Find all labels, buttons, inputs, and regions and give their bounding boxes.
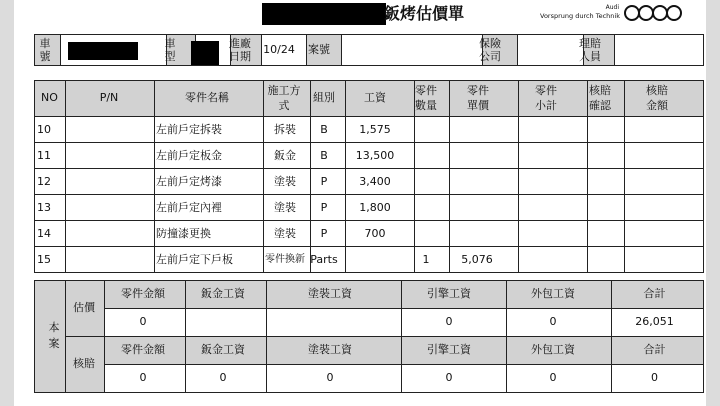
row-qty [409, 117, 443, 143]
estimate-header-paint-labor: 塗裝工資 [308, 286, 352, 300]
row-qty [409, 169, 443, 195]
row-group: B [320, 148, 328, 162]
col-qty: 零件數量 [415, 84, 437, 112]
estimate-value-sheet-metal-labor [183, 308, 263, 336]
row-method: 拆裝 [274, 122, 296, 136]
approved-label: 核賠 [73, 356, 95, 370]
row-unit-price [443, 117, 511, 143]
row-labor: 1,800 [359, 200, 391, 214]
col-pn: P/N [99, 90, 119, 104]
approved-value-outsourced-labor: 0 [549, 370, 557, 384]
col-approve-amount: 核賠金額 [646, 84, 668, 112]
row-labor: 700 [364, 226, 386, 240]
row-group: P [320, 200, 328, 214]
row-qty: 1 [422, 252, 430, 266]
estimate-header-total: 合計 [643, 286, 666, 300]
approved-value-sheet-metal-labor: 0 [219, 370, 227, 384]
row-labor [341, 247, 409, 273]
col-subtotal: 零件小計 [535, 84, 557, 112]
row-qty [409, 221, 443, 247]
row-group: P [320, 226, 328, 240]
estimate-value-engine-labor: 0 [445, 314, 453, 328]
brand-name: Audi [605, 3, 619, 11]
row-name: 左前戶定烤漆 [156, 174, 222, 188]
col-group: 組別 [313, 90, 335, 104]
date-label: 進廠日期 [229, 37, 251, 63]
case-label: 案號 [308, 42, 330, 56]
estimate-header-sheet-metal-labor: 鈑金工資 [201, 286, 245, 300]
estimate-value-total: 26,051 [635, 314, 674, 328]
col-labor: 工資 [364, 90, 386, 104]
row-no: 14 [37, 226, 51, 240]
row-name: 防撞漆更換 [156, 226, 211, 240]
col-no: NO [41, 90, 58, 104]
row-method: 塗裝 [274, 226, 296, 240]
row-method: 塗裝 [274, 200, 296, 214]
approved-header-total: 合計 [643, 342, 666, 356]
row-group: B [320, 122, 328, 136]
row-no: 10 [37, 122, 51, 136]
row-name: 左前戶定內裡 [156, 200, 222, 214]
row-method: 鈑金 [274, 148, 296, 162]
plate-label: 車號 [39, 37, 51, 63]
summary-side-label: 本案 [48, 321, 60, 350]
row-method: 零件換新 [265, 254, 305, 266]
row-no: 13 [37, 200, 51, 214]
row-no: 12 [37, 174, 51, 188]
approved-value-paint-labor: 0 [326, 370, 334, 384]
row-qty [409, 143, 443, 169]
estimate-sheet [14, 0, 706, 406]
date-value: 10/24 [263, 42, 295, 56]
estimate-value-paint-labor [263, 308, 397, 336]
col-approve-confirm: 核賠確認 [589, 84, 611, 112]
redacted-plate [68, 42, 138, 60]
col-unit-price: 零件單價 [467, 84, 489, 112]
approved-header-paint-labor: 塗裝工資 [308, 342, 352, 356]
row-unit-price: 5,076 [461, 252, 493, 266]
row-name: 左前戶定板金 [156, 148, 222, 162]
row-name: 左前戶定下戶板 [156, 252, 233, 266]
row-qty [409, 195, 443, 221]
model-label: 車型 [164, 37, 176, 63]
redacted-model [191, 41, 219, 65]
row-labor: 13,500 [355, 148, 395, 162]
row-labor: 3,400 [359, 174, 391, 188]
audi-rings-logo [622, 4, 684, 22]
row-group: P [320, 174, 328, 188]
estimate-header-outsourced-labor: 外包工資 [531, 286, 575, 300]
row-unit-price [443, 195, 511, 221]
approved-value-total: 0 [651, 370, 658, 384]
row-labor: 1,575 [359, 122, 391, 136]
estimate-value-outsourced-labor: 0 [549, 314, 557, 328]
estimate-header-engine-labor: 引擎工資 [427, 286, 471, 300]
row-no: 11 [37, 148, 51, 162]
estimate-label: 估價 [73, 300, 95, 314]
approved-value-engine-labor: 0 [445, 370, 453, 384]
row-method: 塗裝 [274, 174, 296, 188]
estimate-value-parts-amount: 0 [139, 314, 147, 328]
adjuster-label: 理賠人員 [579, 37, 601, 63]
col-part-name: 零件名稱 [185, 90, 229, 104]
row-name: 左前戶定拆裝 [156, 122, 222, 136]
approved-header-engine-labor: 引擎工資 [427, 342, 471, 356]
row-no: 15 [37, 252, 51, 266]
redacted-title-block [262, 3, 386, 25]
brand-tagline: Vorsprung durch Technik [540, 12, 620, 21]
col-method: 施工方式 [267, 84, 301, 112]
row-unit-price [443, 169, 511, 195]
approved-header-parts-amount: 零件金額 [121, 342, 165, 356]
row-unit-price [443, 143, 511, 169]
estimate-header-parts-amount: 零件金額 [121, 286, 165, 300]
document-title: 鈑烤估價單 [384, 3, 465, 23]
row-unit-price [443, 221, 511, 247]
approved-header-sheet-metal-labor: 鈑金工資 [201, 342, 245, 356]
row-group: Parts [310, 252, 338, 266]
approved-value-parts-amount: 0 [139, 370, 147, 384]
insurer-label: 保險公司 [479, 37, 501, 63]
approved-header-outsourced-labor: 外包工資 [531, 342, 575, 356]
